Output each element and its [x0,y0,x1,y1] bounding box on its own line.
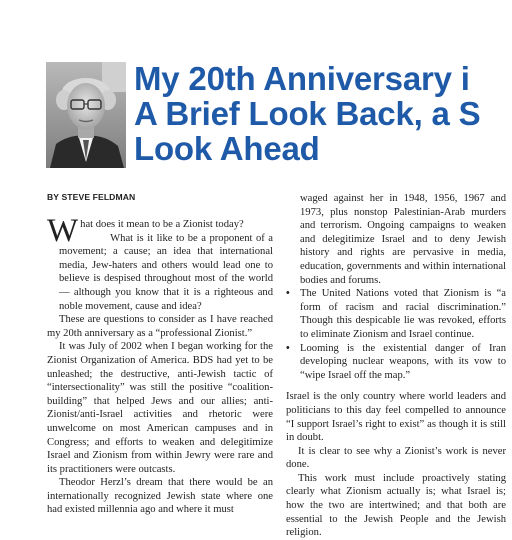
paragraph-intro [47,213,273,313]
byline: BY STEVE FELDMAN [47,192,136,202]
author-portrait-image [46,62,126,168]
article-headline [134,61,512,166]
left-column [47,192,273,517]
paragraph-3: It was July of 2002 when I began working for the Zionist Organization of America. BDS had yet to be unleashed; the destructive, anti-Jewish tactic of “intersectionality” was still the positive “coalition-building” that helped Jews and our allies; anti-Zionist/anti-Israel activities and rhetoric were unwelcome on most American campuses and in Congress; and efforts to weaken and delegitimize Israel and Zionism from within Jewry were rare and its practitioners were outcasts. [47,341,273,475]
headline-line-2: A Brief Look Back, a S [134,95,481,132]
bullet-list [286,192,506,382]
paragraph-4: Theodor Herzl’s dream that there would be an internationally recognized Jewish state where one had existed millennia ago and where it must [47,477,273,516]
paragraph-2: These are questions to consider as I have reached my 20th anniversary as a “professional Zionist.” [47,314,273,339]
paragraph-right-2: It is clear to see why a Zionist’s work is never done. [286,445,506,471]
bullet-item-iran [286,342,506,383]
paragraph-right-1: Israel is the only country where world leaders and politicians to this day feel compelled to announce “I support Israel’s right to exist” as though it is still in doubt. [286,391,506,444]
bullet-continuation [286,192,506,287]
paragraph-right-3: This work must include proactively stating clearly what Zionism actually is; what Israel is; how the two are intertwined; and that both are essential to the Jewish People and the Jewish religion. [286,472,506,539]
intro-rest: What is it like to be a proponent of a movement; a cause; an idea that international media, Jew-haters and others would lead one to believe is despised throughout most of the world — although you know that it is a righteous and noble movement, cause and idea? [59,232,273,312]
bullet-item-un [286,287,506,341]
intro-question: hat does it mean to be a Zionist today? [80,219,244,230]
spacer [286,382,506,390]
bullet-text: The United Nations voted that Zionism is “a form of racism and racial discrimination.” Though this despicable lie was revoked, efforts to eliminate Zionism and Israel continue. [300,288,506,340]
headline-line-3: Look Ahead [134,130,320,167]
bullet-text: Looming is the existential danger of Iran developing nuclear weapons, with its vow to “wipe Israel off the map.” [300,342,506,381]
bullet-dot: • [286,287,290,300]
continuation-text: waged against her in 1948, 1956, 1967 and 1973, plus nonstop Palestinian-Arab murders and terrorism. Ongoing campaigns to weaken and delegitimize Israel and to deny Jewish history and rights are pervasive in media, education, governments and within international bodies and forums. [300,193,506,286]
right-column [286,192,506,540]
drop-cap: W [47,213,79,249]
author-photo [46,62,126,168]
headline-line-1: My 20th Anniversary i [134,60,470,97]
bullet-dot: • [286,341,290,354]
